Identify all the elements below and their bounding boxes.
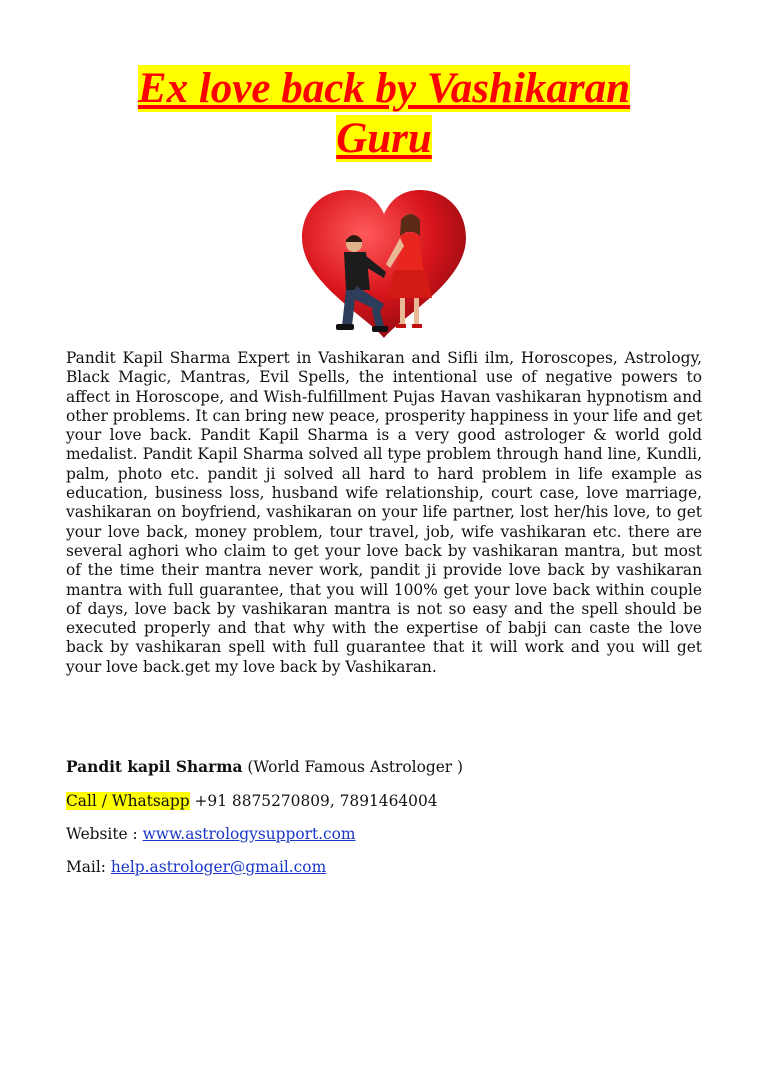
website-link[interactable]: www.astrologysupport.com bbox=[142, 825, 356, 843]
body-paragraph: Pandit Kapil Sharma Expert in Vashikaran and Sifli ilm, Horoscopes, Astrology, Black Magic, Mantras, Evil Spells, the intentional use of negative powers to affect in Horoscope, and Wish-fulfillment Pujas Havan vashikaran hypnotism and other problems. It can bring new peace, prosperity happiness in your life and get your love back. Pandit Kapil Sharma is a very good astrologer & world gold medalist. Pandit Kapil Sharma solved all type problem through hand line, Kundli, palm, photo etc. pandit ji solved all hard to hard problem in life example as education, business loss, husband wife relationship, court case, love marriage, vashikaran on boyfriend, vashikaran on your life partner, lost her/his love, to get your love back, money problem, tour travel, job, wife vashikaran etc. there are several aghori who claim to get your love back by vashikaran mantra, but most of the time their mantra never work, pandit ji provide love back by vashikaran mantra with full guarantee, that you will 100% get your love back within couple of days, love back by vashikaran mantra is not so easy and the spell should be executed properly and that why with the expertise of babji can caste the love back by vashikaran spell with full guarantee that it will work and you will get your love back.get my love back by Vashikaran. bbox=[66, 349, 702, 676]
website-label: Website : bbox=[66, 825, 143, 843]
contact-mail-line bbox=[66, 858, 702, 877]
title-line-1: Ex love back by Vashikaran bbox=[137, 65, 631, 112]
call-numbers: +91 8875270809, 7891464004 bbox=[189, 792, 438, 810]
contact-website-line bbox=[66, 825, 702, 844]
contact-name: Pandit kapil Sharma bbox=[66, 758, 243, 776]
contact-name-line bbox=[66, 758, 702, 777]
title-line-2: Guru bbox=[336, 115, 432, 162]
heart-shape bbox=[302, 190, 466, 338]
heart-couple-image bbox=[296, 186, 472, 342]
mail-label: Mail: bbox=[66, 858, 111, 876]
call-label: Call / Whatsapp bbox=[66, 792, 190, 810]
document-title bbox=[64, 64, 704, 164]
contact-name-suffix: (World Famous Astrologer ) bbox=[242, 758, 464, 776]
mail-link[interactable]: help.astrologer@gmail.com bbox=[110, 858, 327, 876]
contact-phone-line bbox=[66, 792, 702, 811]
